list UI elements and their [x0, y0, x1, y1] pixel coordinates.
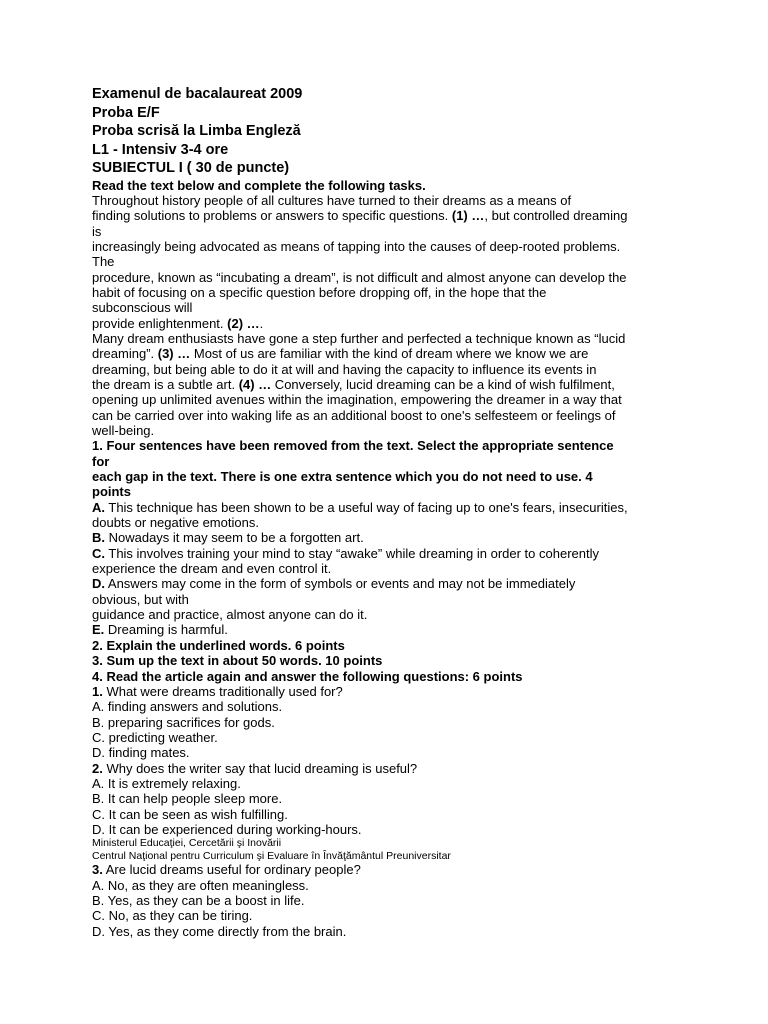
passage-line: the dream is a subtle art. (4) … Conversely, lucid dreaming can be a kind of wish fulfilment,: [92, 376, 615, 392]
reading-passage: [92, 193, 688, 439]
page-footer: [92, 837, 688, 862]
answer-option: C. No, as they can be tiring.: [92, 908, 253, 924]
option-a: A. This technique has been shown to be a useful way of facing up to one's fears, insecurities,: [92, 499, 628, 515]
passage-line: procedure, known as “incubating a dream”, is not difficult and almost anyone can develop the: [92, 269, 627, 285]
option-b: B. Nowadays it may seem to be a forgotten art.: [92, 530, 364, 546]
answer-option: C. It can be seen as wish fulfilling.: [92, 806, 288, 822]
passage-line: Throughout history people of all cultures have turned to their dreams as a means of: [92, 192, 572, 208]
center-name: Centrul Naţional pentru Curriculum şi Evaluare în Învăţământul Preuniversitar: [92, 849, 451, 862]
ministry-name: Ministerul Educaţiei, Cercetării şi Inovării: [92, 837, 282, 850]
passage-line: well-being.: [92, 423, 155, 438]
passage-line: can be carried over into waking life as an additional boost to one's selfesteem or feelings of: [92, 407, 616, 423]
instruction: Read the text below and complete the following tasks.: [92, 177, 426, 193]
answer-option: B. preparing sacrifices for gods.: [92, 714, 275, 730]
task-1: 1. Four sentences have been removed from the text. Select the appropriate sentence for each gap in the text. There is one extra sentence which you do not need to use. 4 points: [92, 438, 614, 500]
passage-line: habit of focusing on a specific question before dropping off, in the hope that the: [92, 284, 547, 300]
answer-option: B. It can help people sleep more.: [92, 791, 283, 807]
question-3: 3. Are lucid dreams useful for ordinary people? A. No, as they are often meaningless. B. Yes, as they can be a boost in life. C. No, as they can be tiring. D. Yes, as they come directly from the brain.: [92, 862, 688, 939]
passage-line: opening up unlimited avenues within the imagination, empowering the dreamer in a way that: [92, 392, 622, 408]
passage-line: dreaming”. (3) … Most of us are familiar with the kind of dream where we know we are: [92, 346, 589, 362]
option-c: C. This involves training your mind to stay “awake” while dreaming in order to coherently: [92, 545, 599, 561]
passage-line: Many dream enthusiasts have gone a step further and perfected a technique known as “lucid: [92, 330, 626, 346]
answer-option: B. Yes, as they can be a boost in life.: [92, 892, 305, 908]
answer-option: A. It is extremely relaxing.: [92, 775, 241, 791]
sentence-options: A. This technique has been shown to be a useful way of facing up to one's fears, insecurities, doubts or negative emotions. B. Nowadays it may seem to be a forgotten art. C. This involves training your mind to stay “awake” while dreaming in order to coherently experience the dream and even control it. D. Answers may come in the form of symbols or events and may not be immediately obvious, but with guidance and practice, almost anyone can do it. E. Dreaming is harmful.: [92, 500, 688, 638]
passage-line: dreaming, but being able to do it at will and having the capacity to influence its events in: [92, 361, 597, 377]
gap-3: (3) …: [157, 346, 191, 362]
gap-4: (4) …: [238, 376, 272, 392]
answer-option: C. predicting weather.: [92, 729, 218, 745]
passage-line: provide enlightenment. (2) ….: [92, 315, 264, 331]
passage-line: The: [92, 254, 115, 270]
question-1: 1. What were dreams traditionally used for? A. finding answers and solutions. B. preparing sacrifices for gods. C. predicting weather. D. finding mates.: [92, 684, 688, 761]
answer-option: A. finding answers and solutions.: [92, 699, 283, 715]
task-4: 4. Read the article again and answer the following questions: 6 points: [92, 668, 523, 684]
exam-title: Examenul de bacalaureat 2009: [92, 86, 303, 102]
option-e: E. Dreaming is harmful.: [92, 622, 228, 638]
passage-line: is: [92, 223, 102, 239]
answer-option: D. finding mates.: [92, 745, 190, 761]
task-3: 3. Sum up the text in about 50 words. 10 points: [92, 653, 383, 669]
exam-section: SUBIECTUL I ( 30 de puncte): [92, 160, 290, 176]
passage-line: finding solutions to problems or answers to specific questions. (1) …, but controlled dreaming: [92, 208, 628, 224]
question-2: 2. Why does the writer say that lucid dreaming is useful? A. It is extremely relaxing. B. It can help people sleep more. C. It can be seen as wish fulfilling. D. It can be experienced during working-hours.: [92, 761, 688, 838]
exam-header: [92, 85, 688, 178]
passage-line: subconscious will: [92, 300, 193, 316]
exam-level: L1 - Intensiv 3-4 ore: [92, 141, 229, 158]
answer-option: D. Yes, as they come directly from the brain.: [92, 923, 347, 939]
gap-1: (1) …: [451, 208, 485, 224]
exam-proba: Proba E/F: [92, 104, 160, 121]
option-d: D. Answers may come in the form of symbols or events and may not be immediately: [92, 576, 576, 592]
exam-subject: Proba scrisă la Limba Engleză: [92, 123, 301, 139]
answer-option: D. It can be experienced during working-hours.: [92, 821, 362, 837]
tasks-2-4: [92, 638, 688, 684]
task-2: 2. Explain the underlined words. 6 points: [92, 637, 345, 653]
gap-2: (2) …: [227, 315, 260, 331]
passage-line: increasingly being advocated as means of tapping into the causes of deep-rooted problems.: [92, 238, 621, 254]
answer-option: A. No, as they are often meaningless.: [92, 877, 309, 893]
